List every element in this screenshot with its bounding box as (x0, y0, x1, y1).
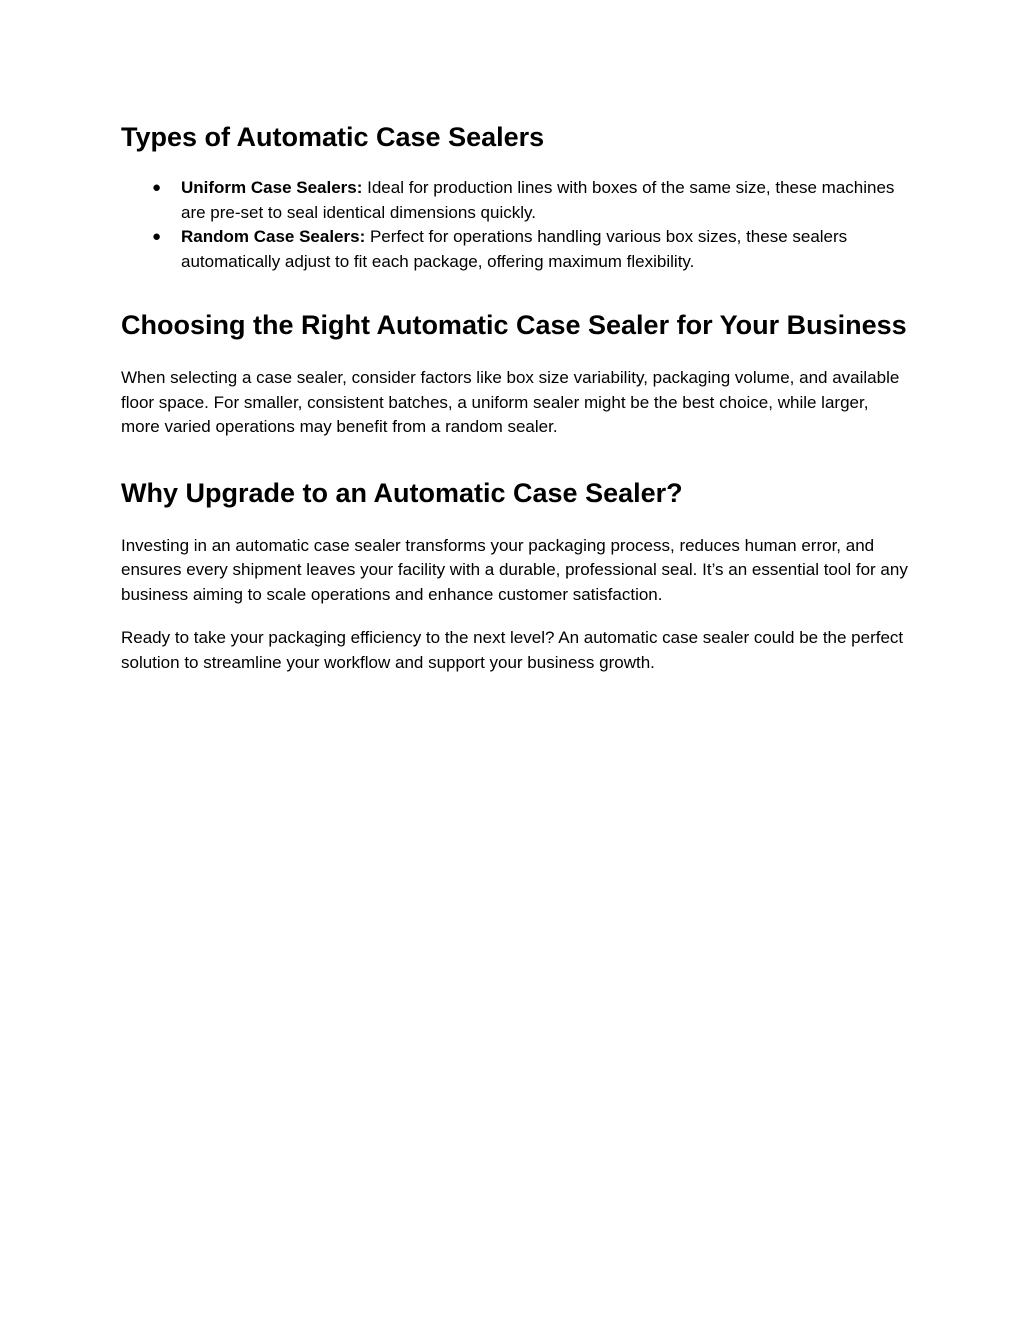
list-item-text: Perfect for operations handling various box sizes, these sealers automatically adjust to fit each package, offering maximum flexibility. (181, 227, 848, 271)
list-item-uniform (121, 176, 911, 225)
section-heading-types: Types of Automatic Case Sealers (121, 122, 545, 152)
sealer-types-list (121, 176, 911, 274)
list-item-text: Ideal for production lines with boxes of the same size, these machines are pre-set to seal identical dimensions quickly. (181, 178, 895, 222)
paragraph-investing: Investing in an automatic case sealer transforms your packaging process, reduces human error, and ensures every shipment leaves your facility with a durable, professional seal. It’s an essential tool for any business aiming to scale operations and enhance customer satisfaction. (121, 535, 908, 604)
paragraph-choosing: When selecting a case sealer, consider factors like box size variability, packaging volume, and available floor space. For smaller, consistent batches, a uniform sealer might be the best choice, while larger, more varied operations may benefit from a random sealer. (121, 368, 900, 436)
bullet-icon: ● (152, 179, 162, 196)
bullet-icon: ● (152, 228, 162, 245)
list-item-random (121, 225, 911, 274)
list-item-term: Random Case Sealers: (181, 227, 366, 246)
document-page (121, 118, 911, 675)
section-heading-why: Why Upgrade to an Automatic Case Sealer? (121, 477, 683, 508)
paragraph-ready: Ready to take your packaging efficiency to the next level? An automatic case sealer could be the perfect solution to streamline your workflow and support your business growth. (121, 628, 904, 672)
list-item-term: Uniform Case Sealers: (181, 178, 363, 197)
section-heading-choosing: Choosing the Right Automatic Case Sealer for Your Business (121, 310, 907, 340)
